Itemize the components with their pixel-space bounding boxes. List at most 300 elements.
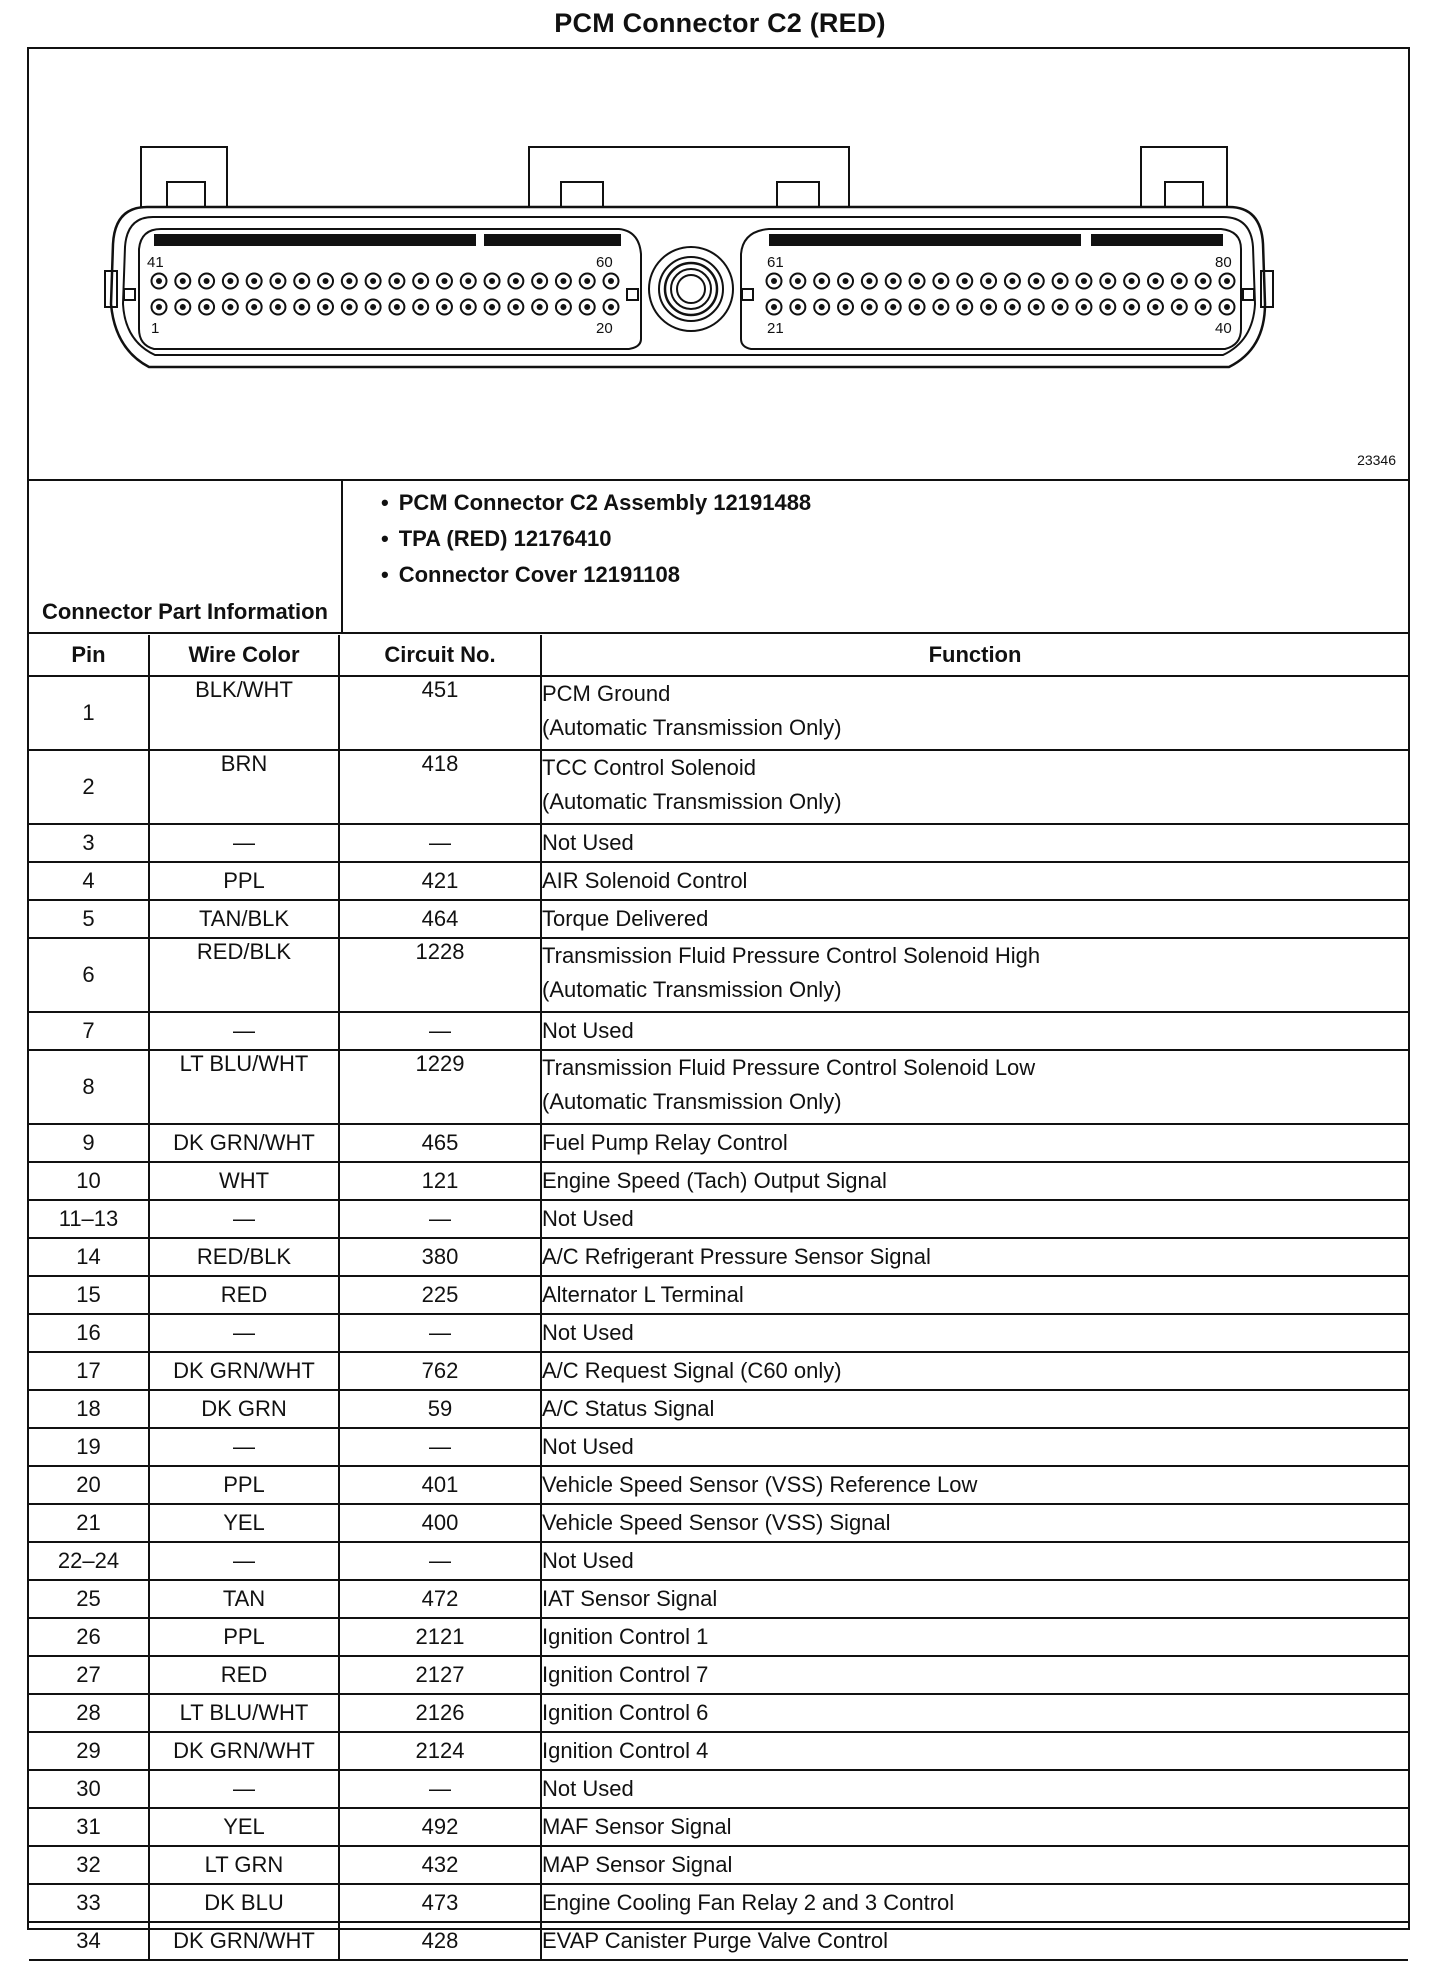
circuit-cell: 2124: [339, 1732, 541, 1770]
pin-contact: [608, 304, 614, 310]
function-cell: [541, 1012, 1408, 1050]
connector-part-info-list: [342, 481, 1408, 633]
wire-color-cell: DK GRN/WHT: [149, 1124, 339, 1162]
function-cell: [541, 1808, 1408, 1846]
table-row: [29, 750, 1408, 824]
function-cell: [541, 1050, 1408, 1124]
pin-contact: [1081, 278, 1087, 284]
function-line: Not Used: [542, 1206, 634, 1231]
pin-contact: [1200, 304, 1206, 310]
pin-contact: [584, 278, 590, 284]
right-tab-slot: [1165, 182, 1203, 207]
pin-label-21: 21: [767, 320, 784, 337]
pin-contact: [771, 304, 777, 310]
pin-contact: [819, 278, 825, 284]
wire-color-cell: —: [149, 1200, 339, 1238]
pin-cell: 32: [29, 1846, 149, 1884]
center-lock-tab: [529, 147, 849, 207]
function-line: Not Used: [542, 1320, 634, 1345]
wire-color-cell: —: [149, 1770, 339, 1808]
function-line: Not Used: [542, 1776, 634, 1801]
center-tab-slot-right: [777, 182, 819, 207]
center-bolt-core: [677, 275, 705, 303]
pin-contact: [771, 278, 777, 284]
pin-cell: 8: [29, 1050, 149, 1124]
pin-cell: 16: [29, 1314, 149, 1352]
pin-contact: [227, 304, 233, 310]
pin-cell: 3: [29, 824, 149, 862]
function-line: Transmission Fluid Pressure Control Solenoid High: [542, 943, 1041, 968]
function-cell: [541, 938, 1408, 1012]
function-line: Vehicle Speed Sensor (VSS) Signal: [542, 1510, 891, 1535]
pin-contact: [608, 278, 614, 284]
pin-contact: [560, 304, 566, 310]
pin-cell: 4: [29, 862, 149, 900]
figure-number: 23346: [1357, 452, 1396, 468]
page-title: PCM Connector C2 (RED): [554, 8, 886, 38]
function-line: Not Used: [542, 1018, 634, 1043]
wire-color-cell: —: [149, 1428, 339, 1466]
function-cell: [541, 1618, 1408, 1656]
pin-contact: [962, 304, 968, 310]
circuit-cell: —: [339, 1542, 541, 1580]
pin-cell: 9: [29, 1124, 149, 1162]
pin-contact: [1105, 278, 1111, 284]
table-row: [29, 1656, 1408, 1694]
function-cell: [541, 1884, 1408, 1922]
function-line: (Automatic Transmission Only): [542, 789, 842, 814]
circuit-cell: —: [339, 1314, 541, 1352]
table-row: [29, 938, 1408, 1012]
function-cell: [541, 1922, 1408, 1960]
table-row: [29, 1314, 1408, 1352]
pin-contact: [465, 304, 471, 310]
pin-cell: 17: [29, 1352, 149, 1390]
pin-contact: [204, 278, 210, 284]
circuit-cell: 428: [339, 1922, 541, 1960]
pin-contact: [180, 304, 186, 310]
table-row: [29, 1012, 1408, 1050]
circuit-cell: 421: [339, 862, 541, 900]
pin-contact: [156, 278, 162, 284]
pin-cell: 30: [29, 1770, 149, 1808]
center-tab-slot-left: [561, 182, 603, 207]
wire-color-cell: BLK/WHT: [149, 676, 339, 750]
wire-color-cell: —: [149, 1314, 339, 1352]
function-cell: [541, 1238, 1408, 1276]
center-bolt-ring-2: [665, 263, 717, 315]
table-row: [29, 1200, 1408, 1238]
function-cell: [541, 1162, 1408, 1200]
circuit-cell: 432: [339, 1846, 541, 1884]
function-line: IAT Sensor Signal: [542, 1586, 718, 1611]
table-row: [29, 1808, 1408, 1846]
function-cell: [541, 1732, 1408, 1770]
pin-label-40: 40: [1215, 320, 1232, 337]
function-line: (Automatic Transmission Only): [542, 977, 842, 1002]
pin-contact: [890, 304, 896, 310]
right-small-key: [1243, 289, 1254, 300]
wire-color-cell: —: [149, 824, 339, 862]
pin-label-1: 1: [151, 320, 160, 337]
wire-color-cell: PPL: [149, 1618, 339, 1656]
function-cell: [541, 1770, 1408, 1808]
right-lock-tab: [1141, 147, 1227, 207]
wire-color-cell: TAN/BLK: [149, 900, 339, 938]
pin-contact: [1176, 278, 1182, 284]
wire-color-cell: RED/BLK: [149, 1238, 339, 1276]
pinout-rows: [29, 676, 1408, 1960]
pin-contact: [584, 304, 590, 310]
pin-cell: 25: [29, 1580, 149, 1618]
right-side-latch: [1261, 271, 1273, 307]
left-small-key: [124, 289, 135, 300]
function-line: Not Used: [542, 1434, 634, 1459]
pin-contact: [890, 278, 896, 284]
table-row: [29, 1238, 1408, 1276]
pin-contact: [1224, 304, 1230, 310]
circuit-cell: 400: [339, 1504, 541, 1542]
pin-cell: 27: [29, 1656, 149, 1694]
pin-contact: [394, 304, 400, 310]
function-line: (Automatic Transmission Only): [542, 1089, 842, 1114]
pin-label-80: 80: [1215, 254, 1232, 271]
right-key-bar-1: [769, 234, 1081, 246]
pin-cell: 29: [29, 1732, 149, 1770]
pin-contact: [370, 304, 376, 310]
pin-contact: [986, 304, 992, 310]
circuit-cell: 2121: [339, 1618, 541, 1656]
table-row: [29, 1390, 1408, 1428]
pin-label-20: 20: [596, 320, 613, 337]
pin-cell: 7: [29, 1012, 149, 1050]
pin-contact: [299, 304, 305, 310]
function-cell: [541, 900, 1408, 938]
pin-contact: [914, 278, 920, 284]
header-wire-color: Wire Color: [149, 635, 339, 676]
table-row: [29, 1466, 1408, 1504]
circuit-cell: 1229: [339, 1050, 541, 1124]
pin-contact: [251, 304, 257, 310]
pin-label-41: 41: [147, 254, 164, 271]
function-line: Transmission Fluid Pressure Control Solenoid Low: [542, 1055, 1036, 1080]
function-cell: [541, 1314, 1408, 1352]
function-line: TCC Control Solenoid: [542, 755, 756, 780]
pin-contact: [418, 304, 424, 310]
table-row: [29, 1770, 1408, 1808]
connector-part-info: [29, 481, 1408, 634]
table-row: [29, 824, 1408, 862]
table-row: [29, 1162, 1408, 1200]
pin-cell: 34: [29, 1922, 149, 1960]
center-bolt-ring-1: [659, 257, 723, 321]
function-cell: [541, 1200, 1408, 1238]
pin-contact: [866, 304, 872, 310]
header-pin: Pin: [29, 635, 149, 676]
part-info-item: • PCM Connector C2 Assembly 12191488: [381, 485, 1408, 521]
pin-contact: [1009, 278, 1015, 284]
function-cell: [541, 1390, 1408, 1428]
wire-color-cell: RED/BLK: [149, 938, 339, 1012]
pin-contact: [1033, 278, 1039, 284]
pin-contact: [986, 278, 992, 284]
pin-contact: [866, 278, 872, 284]
pin-contact: [394, 278, 400, 284]
connector-drawing: [29, 49, 1412, 479]
pin-contact: [180, 278, 186, 284]
wire-color-cell: LT BLU/WHT: [149, 1694, 339, 1732]
pin-contact: [1033, 304, 1039, 310]
pin-contact: [251, 278, 257, 284]
pin-cell: 10: [29, 1162, 149, 1200]
pin-contact: [819, 304, 825, 310]
wire-color-cell: —: [149, 1542, 339, 1580]
pin-contact: [1152, 304, 1158, 310]
wire-color-cell: YEL: [149, 1504, 339, 1542]
pin-contact: [489, 304, 495, 310]
pin-contact: [537, 304, 543, 310]
function-line: AIR Solenoid Control: [542, 868, 748, 893]
function-cell: [541, 1124, 1408, 1162]
circuit-cell: —: [339, 1012, 541, 1050]
function-cell: [541, 862, 1408, 900]
pin-cell: 31: [29, 1808, 149, 1846]
wire-color-cell: DK GRN/WHT: [149, 1732, 339, 1770]
circuit-cell: 401: [339, 1466, 541, 1504]
function-cell: [541, 1276, 1408, 1314]
wire-color-cell: PPL: [149, 1466, 339, 1504]
function-cell: [541, 1466, 1408, 1504]
wire-color-cell: LT BLU/WHT: [149, 1050, 339, 1124]
pin-contact: [441, 278, 447, 284]
table-row: [29, 1694, 1408, 1732]
wire-color-cell: LT GRN: [149, 1846, 339, 1884]
table-row: [29, 1618, 1408, 1656]
pin-contact: [323, 278, 329, 284]
function-cell: [541, 1846, 1408, 1884]
pin-contact: [299, 278, 305, 284]
function-line: Ignition Control 6: [542, 1700, 709, 1725]
circuit-cell: 451: [339, 676, 541, 750]
left-tab-slot: [167, 182, 205, 207]
pin-contact: [1009, 304, 1015, 310]
table-row: [29, 900, 1408, 938]
pin-label-60: 60: [596, 254, 613, 271]
circuit-cell: 473: [339, 1884, 541, 1922]
table-row: [29, 862, 1408, 900]
wire-color-cell: —: [149, 1012, 339, 1050]
pinout-table: [29, 635, 1408, 1961]
pin-contact: [513, 304, 519, 310]
pin-contact: [843, 304, 849, 310]
function-cell: [541, 1352, 1408, 1390]
right-key-bar-2: [1091, 234, 1223, 246]
pin-contact: [1176, 304, 1182, 310]
function-line: Engine Speed (Tach) Output Signal: [542, 1168, 887, 1193]
circuit-cell: 492: [339, 1808, 541, 1846]
table-row: [29, 1884, 1408, 1922]
table-row: [29, 1922, 1408, 1960]
pin-contact: [204, 304, 210, 310]
connector-outer-housing: [111, 207, 1265, 367]
pin-contact: [795, 304, 801, 310]
pin-cell: 15: [29, 1276, 149, 1314]
pin-contact: [156, 304, 162, 310]
function-line: Alternator L Terminal: [542, 1282, 744, 1307]
pin-contact: [1152, 278, 1158, 284]
function-line: EVAP Canister Purge Valve Control: [542, 1928, 889, 1953]
function-cell: [541, 1580, 1408, 1618]
pin-contact: [275, 278, 281, 284]
function-line: MAF Sensor Signal: [542, 1814, 732, 1839]
pin-contact: [489, 278, 495, 284]
wire-color-cell: DK BLU: [149, 1884, 339, 1922]
wire-color-cell: BRN: [149, 750, 339, 824]
function-cell: [541, 750, 1408, 824]
pin-cell: 21: [29, 1504, 149, 1542]
header-circuit-no: Circuit No.: [339, 635, 541, 676]
circuit-cell: —: [339, 1200, 541, 1238]
left-lock-tab: [141, 147, 227, 207]
wire-color-cell: PPL: [149, 862, 339, 900]
pin-cell: 2: [29, 750, 149, 824]
pin-contact: [1129, 304, 1135, 310]
pin-contact: [465, 278, 471, 284]
pin-contact: [795, 278, 801, 284]
circuit-cell: 465: [339, 1124, 541, 1162]
table-row: [29, 1124, 1408, 1162]
pin-contact: [1129, 278, 1135, 284]
wire-color-cell: DK GRN/WHT: [149, 1352, 339, 1390]
pin-cell: 11–13: [29, 1200, 149, 1238]
center-bolt-outer: [649, 247, 733, 331]
center-right-key: [742, 289, 753, 300]
connector-part-info-label: Connector Part Information: [29, 481, 342, 633]
function-line: Vehicle Speed Sensor (VSS) Reference Low: [542, 1472, 978, 1497]
circuit-cell: 418: [339, 750, 541, 824]
pin-contact: [370, 278, 376, 284]
pin-contact: [914, 304, 920, 310]
wire-color-cell: DK GRN: [149, 1390, 339, 1428]
table-row: [29, 1050, 1408, 1124]
circuit-cell: 472: [339, 1580, 541, 1618]
pin-contact: [346, 304, 352, 310]
table-row: [29, 1428, 1408, 1466]
function-line: A/C Refrigerant Pressure Sensor Signal: [542, 1244, 931, 1269]
pin-contact: [560, 278, 566, 284]
pin-cell: 18: [29, 1390, 149, 1428]
function-cell: [541, 676, 1408, 750]
pin-contact: [1081, 304, 1087, 310]
table-row: [29, 1542, 1408, 1580]
function-line: Not Used: [542, 1548, 634, 1573]
pin-cell: 26: [29, 1618, 149, 1656]
wire-color-cell: RED: [149, 1276, 339, 1314]
circuit-cell: 225: [339, 1276, 541, 1314]
pin-contact: [938, 278, 944, 284]
pin-contact: [418, 278, 424, 284]
pin-contact: [1057, 304, 1063, 310]
document-frame: [27, 47, 1410, 1953]
pin-cell: 33: [29, 1884, 149, 1922]
function-cell: [541, 824, 1408, 862]
function-cell: [541, 1694, 1408, 1732]
pin-cell: 6: [29, 938, 149, 1012]
table-row: [29, 676, 1408, 750]
circuit-cell: 762: [339, 1352, 541, 1390]
pin-contact: [938, 304, 944, 310]
table-row: [29, 1504, 1408, 1542]
pin-contact: [962, 278, 968, 284]
table-row: [29, 1732, 1408, 1770]
wire-color-cell: YEL: [149, 1808, 339, 1846]
header-function: Function: [541, 635, 1408, 676]
table-row: [29, 1846, 1408, 1884]
pin-contact: [227, 278, 233, 284]
connector-diagram: [29, 49, 1408, 481]
circuit-cell: 59: [339, 1390, 541, 1428]
table-row: [29, 1580, 1408, 1618]
center-left-key: [627, 289, 638, 300]
table-row: [29, 1352, 1408, 1390]
pin-contact: [1105, 304, 1111, 310]
function-line: Ignition Control 4: [542, 1738, 709, 1763]
function-line: Ignition Control 7: [542, 1662, 709, 1687]
circuit-cell: 121: [339, 1162, 541, 1200]
function-line: Ignition Control 1: [542, 1624, 709, 1649]
part-info-item: • TPA (RED) 12176410: [381, 521, 1408, 557]
function-line: Fuel Pump Relay Control: [542, 1130, 788, 1155]
pin-cell: 14: [29, 1238, 149, 1276]
pin-cell: 20: [29, 1466, 149, 1504]
circuit-cell: 1228: [339, 938, 541, 1012]
pin-contact: [323, 304, 329, 310]
function-line: PCM Ground: [542, 681, 671, 706]
circuit-cell: —: [339, 1770, 541, 1808]
pin-cell: 28: [29, 1694, 149, 1732]
wire-color-cell: DK GRN/WHT: [149, 1922, 339, 1960]
table-row: [29, 1276, 1408, 1314]
wire-color-cell: RED: [149, 1656, 339, 1694]
function-cell: [541, 1504, 1408, 1542]
left-key-bar-1: [154, 234, 476, 246]
pin-contact: [275, 304, 281, 310]
left-key-bar-2: [484, 234, 621, 246]
pin-cell: 19: [29, 1428, 149, 1466]
circuit-cell: 464: [339, 900, 541, 938]
function-cell: [541, 1428, 1408, 1466]
function-line: Not Used: [542, 830, 634, 855]
function-cell: [541, 1542, 1408, 1580]
pin-contact: [537, 278, 543, 284]
wire-color-cell: WHT: [149, 1162, 339, 1200]
circuit-cell: 2127: [339, 1656, 541, 1694]
pin-cell: 5: [29, 900, 149, 938]
function-line: MAP Sensor Signal: [542, 1852, 733, 1877]
function-line: (Automatic Transmission Only): [542, 715, 842, 740]
pin-label-61: 61: [767, 254, 784, 271]
pin-contact: [1200, 278, 1206, 284]
function-line: Engine Cooling Fan Relay 2 and 3 Control: [542, 1890, 955, 1915]
pin-contact: [1224, 278, 1230, 284]
wire-color-cell: TAN: [149, 1580, 339, 1618]
part-info-item: • Connector Cover 12191108: [381, 557, 1408, 593]
circuit-cell: —: [339, 1428, 541, 1466]
pin-cell: 22–24: [29, 1542, 149, 1580]
circuit-cell: 2126: [339, 1694, 541, 1732]
pin-contact: [346, 278, 352, 284]
pin-contact: [843, 278, 849, 284]
